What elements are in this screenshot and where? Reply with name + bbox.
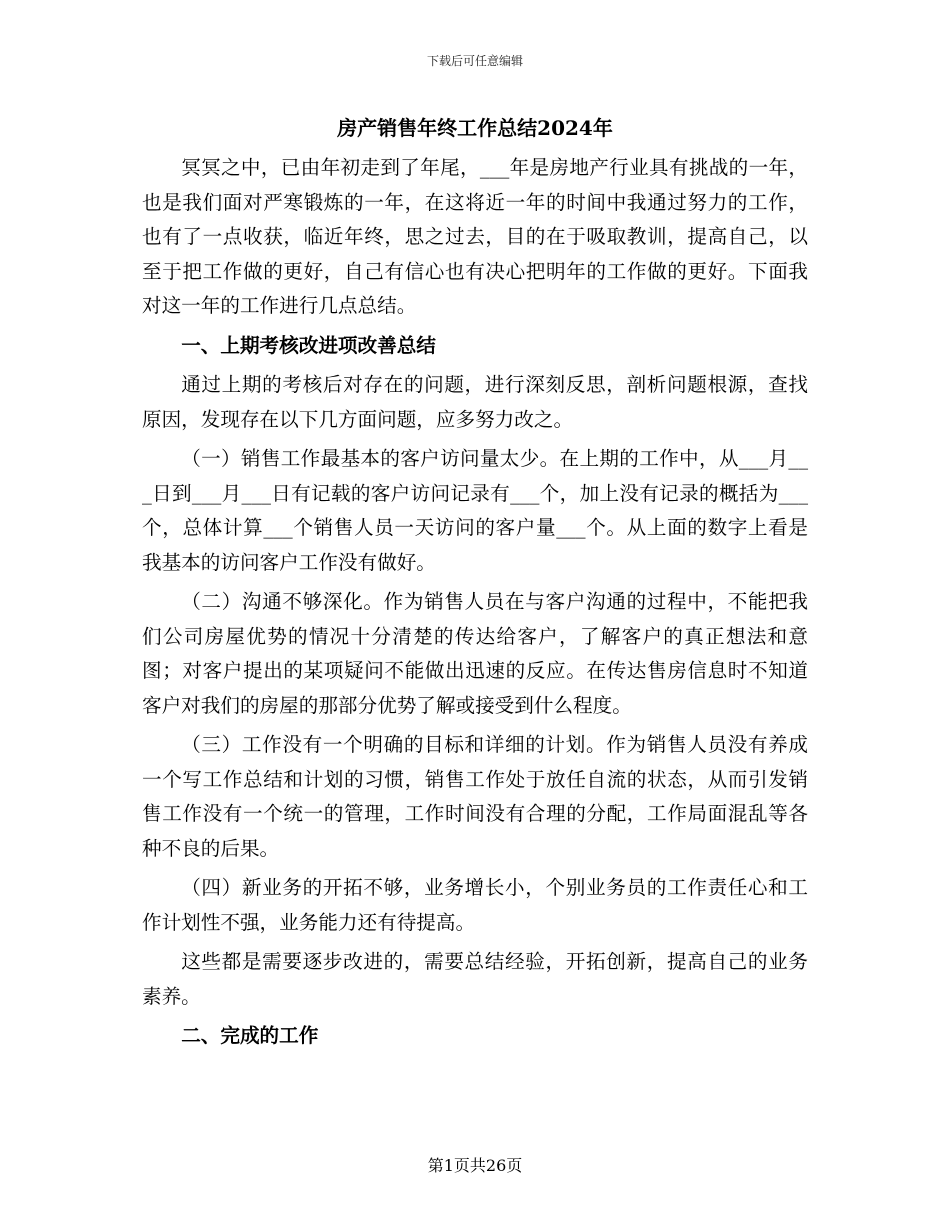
body-paragraph: （二）沟通不够深化。作为销售人员在与客户沟通的过程中，不能把我们公司房屋优势的情况十分清楚的传达给客户，了解客户的真正想法和意图；对客户提出的某项疑问不能做出迅速的反应。在传达售房信息时不知道客户对我们的房屋的那部分优势了解或接受到什么程度。 bbox=[142, 590, 808, 717]
section-heading-1: 一、上期考核改进项改善总结 bbox=[181, 333, 436, 357]
page-footer: 第1页共26页 bbox=[427, 1156, 523, 1175]
document-title: 房产销售年终工作总结2024年 bbox=[337, 116, 613, 140]
section-heading-2: 二、完成的工作 bbox=[181, 1024, 319, 1047]
intro-paragraph: 冥冥之中，已由年初走到了年尾，___年是房地产行业具有挑战的一年，也是我们面对严寒锻炼的一年，在这将近一年的时间中我通过努力的工作，也有了一点收获，临近年终，思之过去，目的在于吸取教训，提高自己，以至于把工作做的更好，自己有信心也有决心把明年的工作做的更好。下面我对这一年的工作进行几点总结。 bbox=[142, 156, 808, 317]
page-header: 下载后可任意编辑 bbox=[426, 54, 523, 68]
document-body bbox=[142, 146, 808, 1054]
body-paragraph: 这些都是需要逐步改进的，需要总结经验，开拓创新，提高自己的业务素养。 bbox=[142, 950, 808, 1008]
body-paragraph: （四）新业务的开拓不够，业务增长小，个别业务员的工作责任心和工作计划性不强，业务能力还有待提高。 bbox=[142, 876, 808, 934]
body-paragraph: 通过上期的考核后对存在的问题，进行深刻反思，剖析问题根源，查找原因，发现存在以下几方面问题，应多努力改之。 bbox=[142, 373, 808, 431]
body-paragraph: （三）工作没有一个明确的目标和详细的计划。作为销售人员没有养成一个写工作总结和计划的习惯，销售工作处于放任自流的状态，从而引发销售工作没有一个统一的管理，工作时间没有合理的分配，工作局面混乱等各种不良的后果。 bbox=[142, 733, 808, 860]
body-paragraph: （一）销售工作最基本的客户访问量太少。在上期的工作中，从___月___日到___月___日有记载的客户访问记录有___个，加上没有记录的概括为___个，总体计算___个销售人员一天访问的客户量___个。从上面的数字上看是我基本的访问客户工作没有做好。 bbox=[142, 447, 808, 574]
